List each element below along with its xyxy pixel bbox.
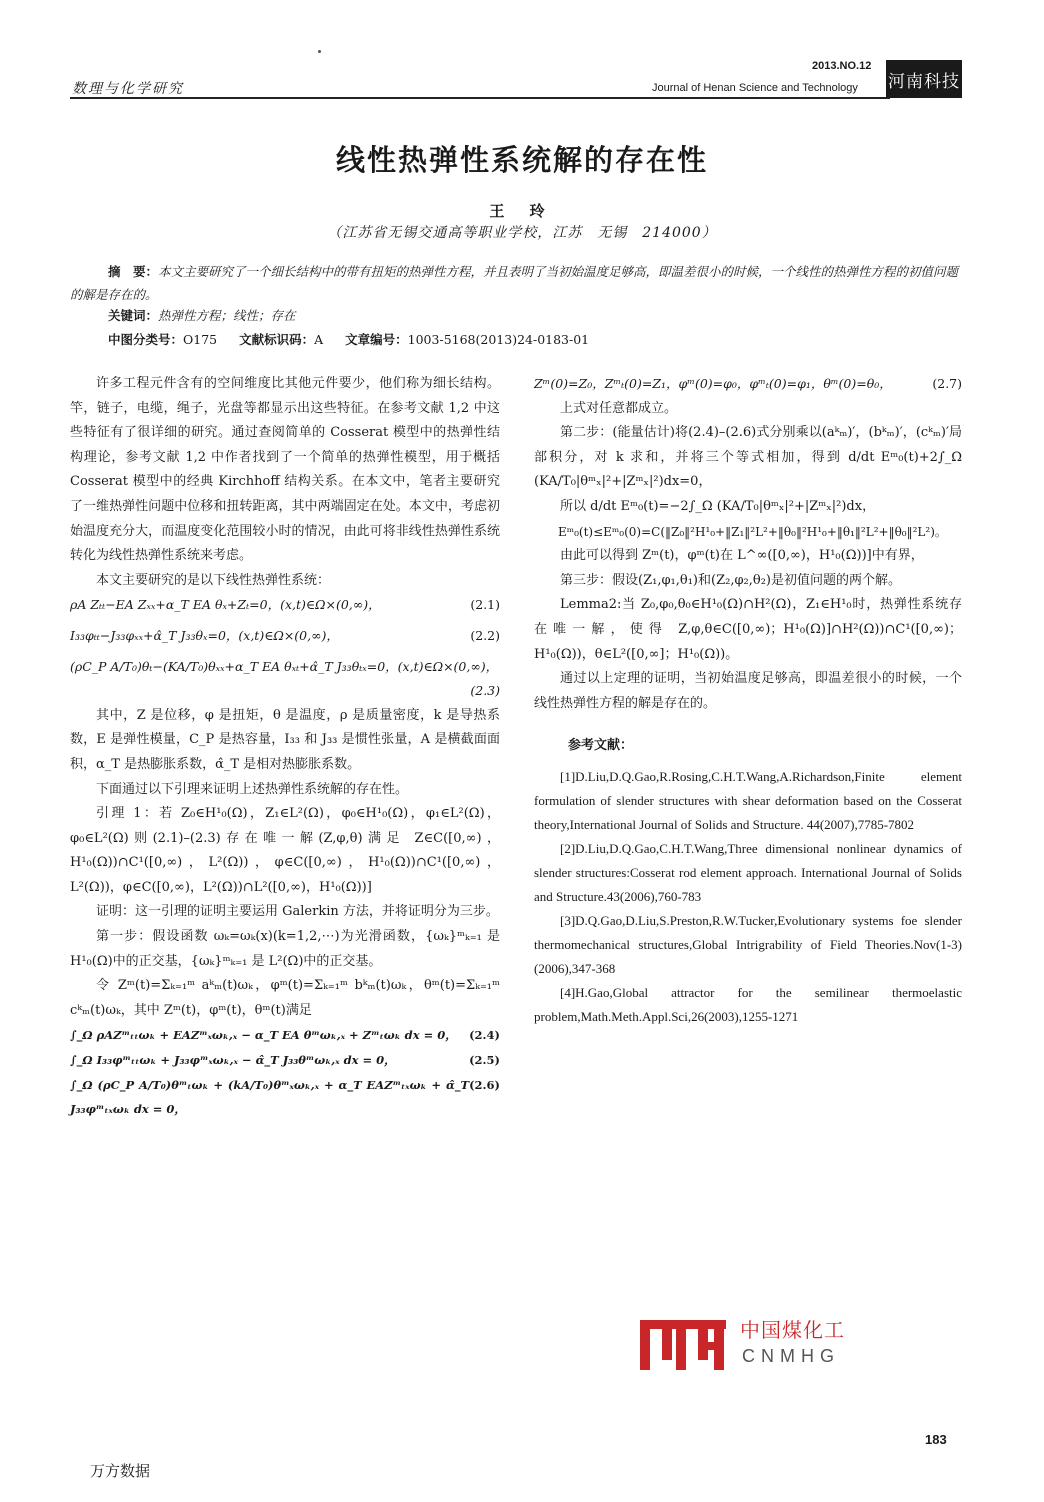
equation-body: ρA Zₜₜ−EA Zₓₓ+α_T EA θₓ+Zₜ=0，(x,t)∈Ω×(0,∞)， [70,597,381,613]
paragraph: 许多工程元件含有的空间维度比其他元件要少，他们称为细长结构。竿，链子，电缆，绳子，光盘等都显示出这些特征。在参考文献 1,2 中这些特征有了很详细的研究。通过查阅简单的 Cosserat 模型中的热弹性结构理论，参考文献 1,2 中作者找到了一个简单的热弹性模型，用于概括 Cosserat 模型中的经典 Kirchhoff 结构关系。在本文中，笔者主要研究了一维热弹性问题中位移和扭转距离，其中两端固定在处。本文中，考虑初始温度充分大，而温度变化范围较小时的情况，由此可将非线性热弹性系统转化为线性热弹性系统来考虑。 [70,376,500,564]
clc-label: 中图分类号： [108,332,184,347]
equation-2-1 [70,593,500,618]
equation-number: (2.5) [469,1053,500,1068]
journal-name: Journal of Henan Science and Technology [652,82,858,94]
issue-number: 2013.NO.12 [812,60,872,72]
equation-2-2 [70,624,500,649]
paragraph: 所以 d/dt Eᵐ₀(t)=−2∫_Ω (KA/T₀|θᵐₓ|²+|Zᵐₓ|²)dx， [560,498,876,514]
equation-number: (2.1) [470,597,500,613]
logo-english: CNMHG [742,1346,840,1366]
affiliation: （江苏省无锡交通高等职业学校，江苏 无锡 214000） [327,225,717,241]
scan-dot [318,50,321,53]
article-title: 线性热弹性系统解的存在性 [335,143,708,177]
equation-body: ∫_Ω (ρC_P A/T₀)θᵐₜωₖ + (kA/T₀)θᵐₓωₖ,ₓ + α_T EAZᵐₜₓωₖ + α̂_T J₃₃φᵐₜₓωₖ dx = 0， [70,1077,470,1117]
equation-2-4 [70,1023,500,1048]
equation-body: Zᵐ(0)=Z₀，Zᵐₜ(0)=Z₁，φᵐ(0)=φ₀，φᵐₜ(0)=φ₁，θᵐ(0)=θ₀， [534,376,892,391]
classification-line [108,330,589,348]
keywords-line [108,306,296,324]
equation-body: (ρC_P A/T₀)θₜ−(KA/T₀)θₓₓ+α_T EA θₓₜ+α̂_T J₃₃θₜₓ=0，(x,t)∈Ω×(0,∞)， [70,658,499,674]
paragraph: 其中，Z 是位移，φ 是扭矩，θ 是温度，ρ 是质量密度，k 是导热系数，E 是弹性模量，C_P 是热容量，I₃₃ 和 J₃₃ 是惯性张量，A 是横截面面积，α_T 是热膨胀系数，α̂_T 是相对热膨胀系数。 [70,707,500,772]
references-title: 参考文献： [568,738,634,754]
paragraph: 第二步：(能量估计)将(2.4)–(2.6)式分别乘以(aᵏₘ)′，(bᵏₘ)′，(cᵏₘ)′局部积分，对 k 求和，并将三个等式相加，得到 d/dt Eᵐ₀(t)+2∫_Ω (KA/T₀|θᵐₓ|²+|Zᵐₓ|²)dx=0， [534,425,962,490]
paragraph: Eᵐ₀(t)≤Eᵐ₀(0)=C(‖Z₀‖²H¹₀+‖Z₁‖²L²+‖θ₀‖²H¹₀+‖θ₁‖²L²+‖θ₀‖²L²)。 [558,524,947,539]
articleno: 1003-5168(2013)24-0183-01 [407,332,590,347]
section-label: 数理与化学研究 [72,81,184,97]
paragraph: 本文主要研究的是以下线性热弹性系统： [96,572,331,588]
paragraph: 上式对任意都成立。 [560,400,678,416]
reference-item: [2]D.Liu,D.Q.Gao,C.H.T.Wang,Three dimensional nonlinear dynamics of slender structures:Cosserat rod element approach. International Journal of Solids and Structure.43(2006),760-783 [534,840,962,904]
equation-2-3 [70,655,500,704]
equation-number: (2.3) [470,683,500,699]
equation-body: ∫_Ω ρAZᵐₜₜωₖ + EAZᵐₓωₖ,ₓ − α_T EA θᵐωₖ,ₓ + Zᵐₜωₖ dx = 0， [70,1028,457,1043]
author: 王 玲 [489,202,555,220]
reference-item: [4]H.Gao,Global attractor for the semilinear thermoelastic problem,Math.Meth.Appl.Sci,26(2003),1255-1271 [534,984,962,1024]
abstract-label: 摘 要： [108,264,159,279]
paragraph: 下面通过以下引理来证明上述热弹性系统解的存在性。 [96,781,409,797]
equation-number: (2.2) [470,627,500,643]
equation-body: I₃₃φₜₜ−J₃₃φₓₓ+α̂_T J₃₃θₓ=0，(x,t)∈Ω×(0,∞)， [70,627,339,643]
logo-chinese: 中国煤化工 [740,1318,845,1342]
keywords-label: 关键词： [108,308,159,323]
keywords: 热弹性方程；线性；存在 [158,308,296,323]
equation-body: ∫_Ω I₃₃φᵐₜₜωₖ + J₃₃φᵐₓωₖ,ₓ − α̂_T J₃₃θᵐωₖ,ₓ dx = 0， [70,1053,396,1068]
equation-2-6 [70,1073,500,1122]
left-column [70,372,500,1122]
paragraph: 第三步：假设(Z₁,φ₁,θ₁)和(Z₂,φ₂,θ₂)是初值问题的两个解。 [560,572,902,588]
paragraph: 第一步：假设函数 ωₖ=ωₖ(x)(k=1,2,⋯)为光滑函数，{ωₖ}ᵐₖ₌₁ 是 H¹₀(Ω)中的正交基，{ωₖ}ᵐₖ₌₁ 是 L²(Ω)中的正交基。 [70,929,500,969]
paragraph: 通过以上定理的证明，当初始温度足够高，即温差很小的时候，一个线性热弹性方程的解是存在的。 [534,671,962,711]
equation-number: (2.7) [932,376,962,391]
paragraph: 证明：这一引理的证明主要运用 Galerkin 方法，并将证明分为三步。 [96,904,499,920]
reference-item: [1]D.Liu,D.Q.Gao,R.Rosing,C.H.T.Wang,A.Richardson,Finite element formulation of slender structures with shear deformation based on the Cosserat theory,International Journal of Solids and Structure. 44(2007),7785-7802 [534,768,962,832]
equation-2-7 [534,372,962,397]
page-number: 183 [925,1432,947,1447]
equation-number: (2.4) [469,1028,500,1043]
right-column [534,372,962,1029]
header-rule [70,97,890,99]
doccode-label: 文献标识码： [239,332,315,347]
doccode: A [314,332,324,347]
paragraph: 由此可以得到 Zᵐ(t)，φᵐ(t)在 L^∞([0,∞)，H¹₀(Ω))]中有界， [560,548,924,564]
articleno-label: 文章编号： [345,332,408,347]
paragraph: 令 Zᵐ(t)=Σₖ₌₁ᵐ aᵏₘ(t)ωₖ，φᵐ(t)=Σₖ₌₁ᵐ bᵏₘ(t)ωₖ，θᵐ(t)=Σₖ₌₁ᵐ cᵏₘ(t)ωₖ，其中 Zᵐ(t)，φᵐ(t)，θᵐ(t)满足 [70,978,500,1018]
equation-2-5 [70,1048,500,1073]
clc: O175 [183,332,218,347]
equation-number: (2.6) [469,1077,500,1092]
footer-source: 万方数据 [90,1462,151,1480]
journal-badge: 河南科技 [886,60,962,98]
paragraph: 引理 1：若 Z₀∈H¹₀(Ω)，Z₁∈L²(Ω)，φ₀∈H¹₀(Ω)，φ₁∈L²(Ω)，φ₀∈L²(Ω)则(2.1)–(2.3)存在唯一解(Z,φ,θ)满足 Z∈C([0,∞)，H¹₀(Ω))∩C¹([0,∞)，L²(Ω))，φ∈C([0,∞)，H¹₀(Ω))∩C¹([0,∞)，L²(Ω))，φ∈C([0,∞)，L²(Ω))∩L²([0,∞)，H¹₀(Ω))] [70,806,500,895]
paragraph: Lemma2:当 Z₀,φ₀,θ₀∈H¹₀(Ω)∩H²(Ω)，Z₁∈H¹₀时，热弹性系统存在唯一解，使得 Z,φ,θ∈C([0,∞)；H¹₀(Ω)]∩H²(Ω))∩C¹([0,∞)；H¹₀(Ω))，θ∈L²([0,∞]；H¹₀(Ω))。 [534,597,962,662]
abstract [70,260,962,306]
reference-item: [3]D.Q.Gao,D.Liu,S.Preston,R.W.Tucker,Evolutionary systems foe slender thermomechanical structures,Global Intrigrability of Field Theories.Nov(1-3)(2006),347-368 [534,912,962,976]
abstract-text: 本文主要研究了一个细长结构中的带有扭矩的热弹性方程，并且表明了当初始温度足够高，即温差很小的时候，一个线性的热弹性方程的初值问题的解是存在的。 [70,264,959,302]
